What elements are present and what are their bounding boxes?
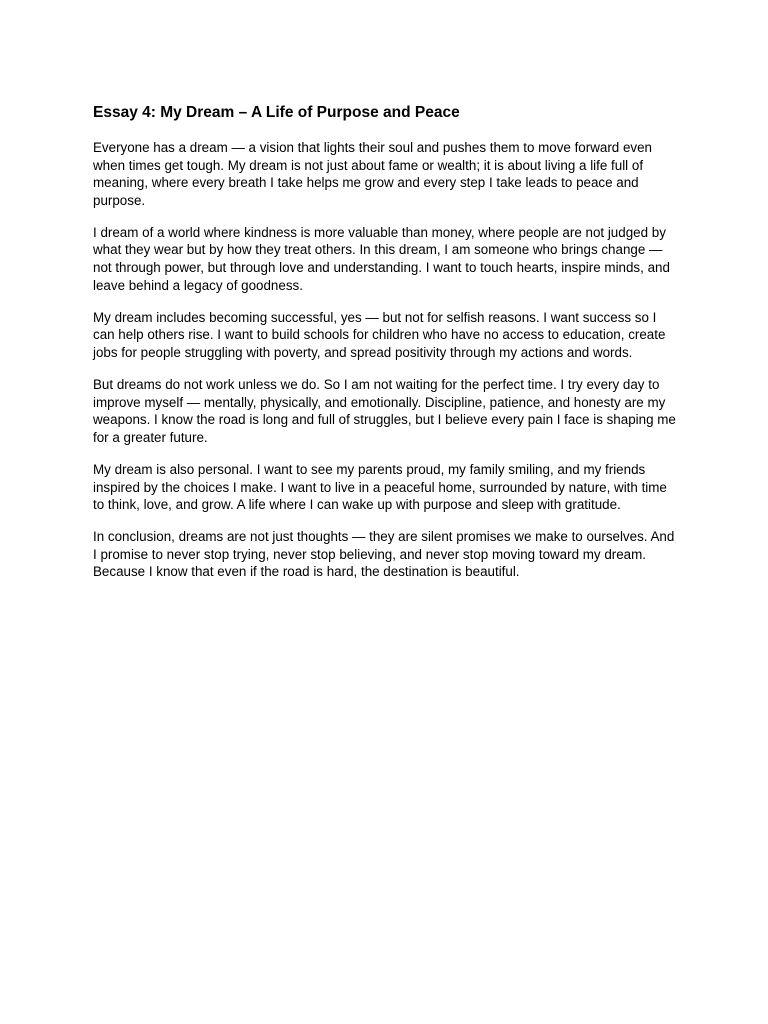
essay-title: Essay 4: My Dream – A Life of Purpose and Peace [93, 104, 460, 121]
essay-paragraph-1: Everyone has a dream — a vision that lights their soul and pushes them to move forward even when times get tough. My dream is not just about fame or wealth; it is about living a life full of meaning, where every breath I take helps me grow and every step I take leads to peace and purpose. [93, 140, 652, 208]
essay-paragraph-3: My dream includes becoming successful, yes — but not for selfish reasons. I want success so I can help others rise. I want to build schools for children who have no access to education, create jobs for people struggling with poverty, and spread positivity through my actions and words. [93, 309, 666, 360]
essay-paragraph-6: In conclusion, dreams are not just thoughts — they are silent promises we make to ourselves. And I promise to never stop trying, never stop believing, and never stop moving toward my dream. Because I know that even if the road is hard, the destination is beautiful. [93, 529, 675, 580]
essay-paragraph-4: But dreams do not work unless we do. So I am not waiting for the perfect time. I try every day to improve myself — mentally, physically, and emotionally. Discipline, patience, and honesty are my weapons. I know the road is long and full of struggles, but I believe every pain I face is shaping me for a greater future. [93, 377, 676, 445]
essay-paragraph-5: My dream is also personal. I want to see my parents proud, my family smiling, and my friends inspired by the choices I make. I want to live in a peaceful home, surrounded by nature, with time to think, love, and grow. A life where I can wake up with purpose and sleep with gratitude. [93, 461, 667, 513]
essay-paragraph-2: I dream of a world where kindness is more valuable than money, where people are not judged by what they wear but by how they treat others. In this dream, I am someone who brings change — not through power, but through love and understanding. I want to touch hearts, inspire minds, and leave behind a legacy of goodness. [93, 224, 670, 293]
essay-body [93, 103, 678, 595]
